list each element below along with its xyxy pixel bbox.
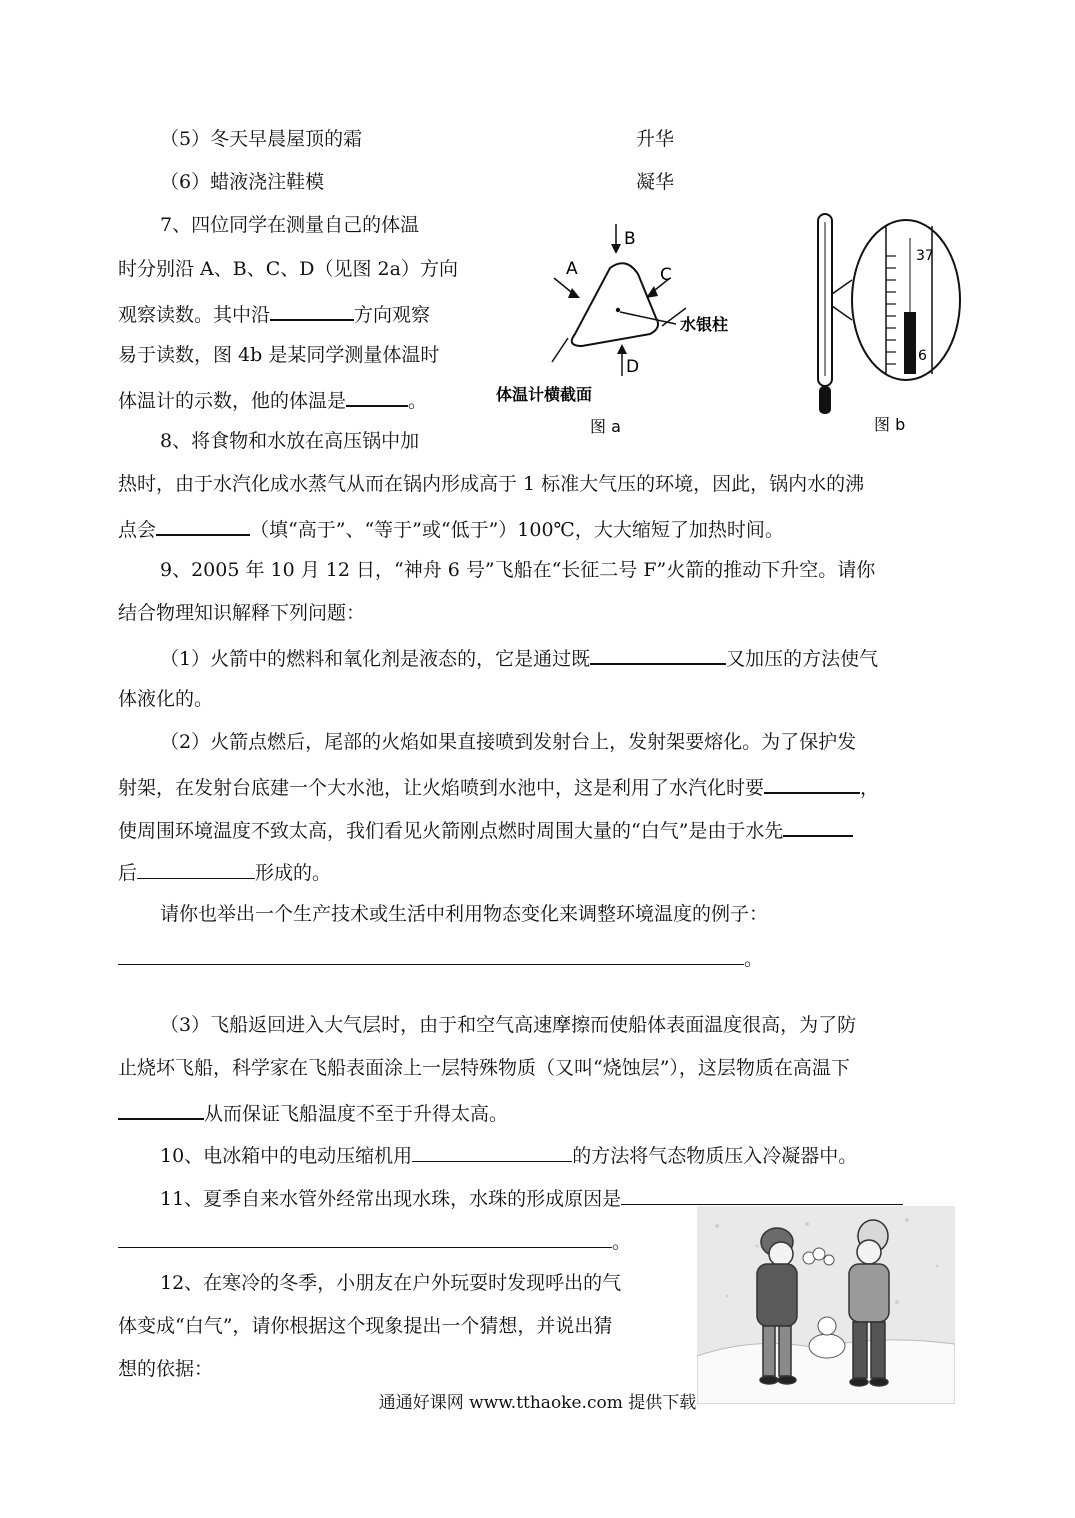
q9-p1-start: （1）火箭中的燃料和氧化剂是液态的，它是通过既	[160, 648, 591, 670]
q9-p2-line3-start: 使周围环境温度不致太高，我们看见火箭刚点燃时周围大量的“白气”是由于水先	[118, 820, 784, 842]
q7-line5-start: 体温计的示数，他的体温是	[118, 390, 347, 412]
mercury-column	[904, 312, 916, 374]
label-d: D	[626, 357, 640, 377]
q10-end: 的方法将气态物质压入冷凝器中。	[572, 1145, 858, 1167]
q8-line3-start: 点会	[118, 519, 157, 541]
q9-p3-line2: 止烧坏飞船，科学家在飞船表面涂上一层特殊物质（又叫“烧蚀层”），这层物质在高温下	[118, 1057, 850, 1079]
q9-p2-line4-end: 形成的。	[255, 862, 332, 884]
q10-line	[160, 1141, 857, 1169]
q9-p3-line3-end: 从而保证飞船温度不至于升得太高。	[204, 1103, 509, 1125]
q11-end: 。	[612, 1231, 632, 1253]
cross-section-label: 体温计横截面	[496, 385, 593, 404]
q9-p3-line3	[118, 1098, 508, 1127]
q11-line2	[118, 1227, 631, 1255]
answer-blank-q9-1[interactable]	[590, 643, 726, 665]
q8-line3	[118, 514, 784, 543]
q8-line1: 8、将食物和水放在高压锅中加	[160, 430, 420, 452]
figure-b-caption: 图 b	[874, 415, 906, 434]
figure-a-thermometer-cross-section	[490, 216, 760, 438]
q6-text: （6）蜡液浇注鞋模	[160, 171, 325, 193]
q9-p3-line1: （3）飞船返回进入大气层时，由于和空气高速摩擦而使船体表面温度很高，为了防	[160, 1014, 857, 1036]
arrow-c-icon	[646, 286, 658, 298]
q9-line2: 结合物理知识解释下列问题：	[118, 602, 366, 624]
q10-start: 10、电冰箱中的电动压缩机用	[160, 1145, 413, 1167]
label-a: A	[566, 259, 578, 279]
scale-label-bottom: 6	[918, 348, 927, 364]
mercury-column-label: 水银柱	[680, 315, 729, 334]
q9-p2-line3	[118, 815, 853, 844]
q5-answer: 升华	[636, 128, 675, 150]
answer-blank-q9-2a[interactable]	[764, 772, 860, 794]
answer-blank-q10[interactable]	[412, 1141, 572, 1162]
q9-p2-line4	[118, 858, 331, 886]
q9-p2-line2-end: ，	[860, 777, 880, 799]
arrow-a-icon	[568, 288, 580, 298]
scale-label-top: 37	[916, 248, 934, 264]
q9-p2-line1: （2）火箭点燃后，尾部的火焰如果直接喷到发射台上，发射架要熔化。为了保护发	[160, 731, 857, 753]
q9-p1-line	[160, 643, 878, 672]
q9-p2-line2	[118, 772, 879, 801]
q9-p2-line4-start: 后	[118, 862, 138, 884]
q12-line3: 想的依据：	[118, 1358, 214, 1380]
answer-blank-q8-boiling-point[interactable]	[156, 514, 250, 536]
q12-line1: 12、在寒冷的冬季，小朋友在户外玩耍时发现呼出的气	[160, 1272, 622, 1294]
q7-line5	[118, 385, 427, 414]
thermometer-bulb	[819, 386, 831, 414]
q5-text: （5）冬天早晨屋顶的霜	[160, 128, 363, 150]
answer-blank-q11a[interactable]	[621, 1184, 903, 1205]
arrow-b-icon	[611, 244, 621, 254]
q11-start: 11、夏季自来水管外经常出现水珠，水珠的形成原因是	[160, 1188, 622, 1210]
arrow-d-icon	[617, 344, 627, 354]
q6-answer: 凝华	[636, 171, 675, 193]
q8-line3-end: （填“高于”、“等于”或“低于”）100℃，大大缩短了加热时间。	[250, 519, 784, 541]
answer-blank-q9-2c[interactable]	[137, 858, 255, 879]
q9-example-prompt: 请你也举出一个生产技术或生活中利用物态变化来调整环境温度的例子：	[160, 903, 769, 925]
q7-line3-start: 观察读数。其中沿	[118, 304, 271, 326]
q7-line4: 易于读数，图 4b 是某同学测量体温时	[118, 344, 440, 366]
q9-p1-cont: 体液化的。	[118, 688, 214, 710]
answer-line-q9-example[interactable]	[118, 944, 744, 965]
q9-example-end: 。	[744, 948, 764, 970]
label-b: B	[624, 229, 636, 249]
cross-section-shape	[572, 263, 658, 346]
q7-line3-end: 方向观察	[354, 304, 431, 326]
footer-credit: 通通好课网 www.tthaoke.com 提供下载	[378, 1393, 697, 1413]
q9-line1: 9、2005 年 10 月 12 日，“神舟 6 号”飞船在“长征二号 F”火箭的推动下升空。请你	[160, 559, 876, 581]
answer-blank-q9-2b[interactable]	[783, 815, 853, 837]
label-c: C	[660, 265, 672, 285]
answer-blank-q9-3[interactable]	[118, 1098, 204, 1120]
q7-line2: 时分别沿 A、B、C、D（见图 2a）方向	[118, 258, 458, 280]
q8-line2: 热时，由于水汽化成水蒸气从而在锅内形成高于 1 标准大气压的环境，因此，锅内水的沸	[118, 473, 865, 495]
mercury-column-dot	[616, 308, 620, 312]
figure-a-caption: 图 a	[590, 417, 621, 436]
figure-b-thermometer-reading	[800, 208, 970, 438]
answer-blank-q7-direction[interactable]	[270, 299, 354, 321]
q7-line5-end: 。	[408, 390, 428, 412]
scale-ticks	[886, 256, 896, 364]
q9-example-line	[118, 944, 763, 972]
q7-line3	[118, 299, 430, 328]
answer-blank-q7-temperature[interactable]	[346, 385, 408, 407]
q9-p1-end: 又加压的方法使气	[726, 648, 879, 670]
answer-line-q11b[interactable]	[118, 1227, 612, 1248]
q12-line2: 体变成“白气”，请你根据这个现象提出一个猜想，并说出猜	[118, 1315, 613, 1337]
children-breath-illustration	[697, 1206, 955, 1404]
q9-p2-line2-start: 射架，在发射台底建一个大水池，让火焰喷到水池中，这是利用了水汽化时要	[118, 777, 765, 799]
q7-line1: 7、四位同学在测量自己的体温	[160, 214, 420, 236]
